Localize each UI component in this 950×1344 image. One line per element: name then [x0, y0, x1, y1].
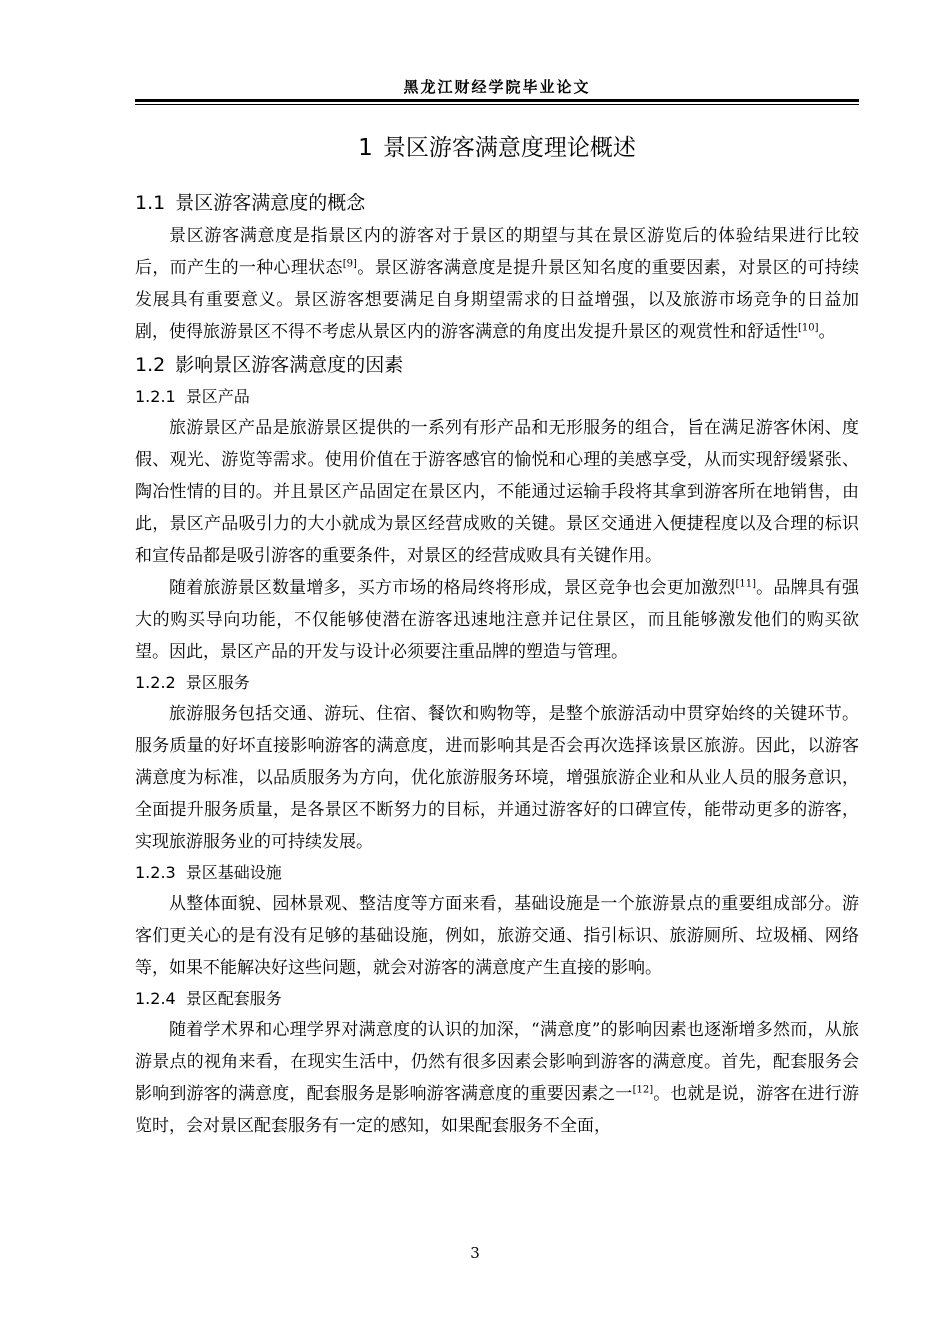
subsection-heading-1-2-1	[135, 382, 859, 412]
citation: [9]	[342, 258, 357, 270]
paragraph: 从整体面貌、园林景观、整洁度等方面来看，基础设施是一个旅游景点的重要组成部分。游客们更关心的是有没有足够的基础设施，例如，旅游交通、指引标识、旅游厕所、垃圾桶、网络等，如果不能解决好这些问题，就会对游客的满意度产生直接的影响。	[135, 894, 859, 978]
paragraph	[135, 1014, 859, 1142]
section-number: 1.2	[135, 354, 166, 376]
section-heading-1-1	[135, 186, 859, 220]
subsection-heading-1-2-2	[135, 668, 859, 698]
running-header: 黑龙江财经学院毕业论文	[403, 78, 591, 96]
subsection-title: 景区配套服务	[185, 989, 282, 1008]
subsection-title: 景区产品	[185, 387, 250, 406]
paragraph	[135, 572, 859, 668]
section-title: 影响景区游客满意度的因素	[175, 354, 404, 376]
paragraph: 旅游景区产品是旅游景区提供的一系列有形产品和无形服务的组合，旨在满足游客休闲、度假、观光、游览等需求。使用价值在于游客感官的愉悦和心理的美感享受，从而实现舒缓紧张、陶冶性情的目的。并且景区产品固定在景区内，不能通过运输手段将其拿到游客所在地销售，由此，景区产品吸引力的大小就成为景区经营成败的关键。景区交通进入便捷程度以及合理的标识和宣传品都是吸引游客的重要条件，对景区的经营成败具有关键作用。	[135, 418, 859, 566]
paragraph	[135, 220, 859, 348]
subsection-title: 景区服务	[185, 673, 250, 692]
paragraph-text: 。景区游客满意度是提升景区知名度的重要因素，对景区的可持续发展具有重要意义。景区游客想要满足自身期望需求的日益增强，以及旅游市场竞争的日益加剧，使得旅游景区不得不考虑从景区内的游客满意的角度出发提升景区的观赏性和舒适性	[135, 258, 860, 342]
citation: [10]	[798, 322, 819, 334]
section-title: 景区游客满意度的概念	[175, 192, 366, 214]
chapter-number: 1	[358, 135, 373, 161]
header-rule-thin	[135, 104, 859, 105]
paragraph-text: 随着旅游景区数量增多，买方市场的格局终将形成，景区竞争也会更加激烈	[169, 578, 736, 598]
subsection-heading-1-2-3	[135, 858, 859, 888]
chapter-title	[135, 128, 859, 168]
paragraph-text: 。也就是说，游客在进行游览时，会对景区配套服务有一定的感知，如果配套服务不全面，	[135, 1084, 860, 1136]
paragraph-text: 景区游客满意度是指景区内的游客对于景区的期望与其在景区游览后的体验结果进行比较后，而产生的一种心理状态	[135, 226, 859, 278]
citation: [12]	[632, 1084, 654, 1096]
paragraph-text: 。品牌具有强大的购买导向功能，不仅能够使潜在游客迅速地注意并记住景区，而且能够激发他们的购买欲望。因此，景区产品的开发与设计必须要注重品牌的塑造与管理。	[135, 578, 860, 662]
section-heading-1-2	[135, 348, 859, 382]
paragraph: 旅游服务包括交通、游玩、住宿、餐饮和购物等，是整个旅游活动中贯穿始终的关键环节。服务质量的好坏直接影响游客的满意度，进而影响其是否会再次选择该景区旅游。因此，以游客满意度为标准，以品质服务为方向，优化旅游服务环境，增强旅游企业和从业人员的服务意识，全面提升服务质量，是各景区不断努力的目标，并通过游客好的口碑宣传，能带动更多的游客，实现旅游服务业的可持续发展。	[135, 704, 859, 852]
subsection-number: 1.2.1	[135, 387, 176, 406]
subsection-number: 1.2.3	[135, 863, 176, 882]
citation: [11]	[735, 578, 757, 590]
paragraph-text: 。	[818, 322, 836, 342]
subsection-number: 1.2.2	[135, 673, 176, 692]
section-number: 1.1	[135, 192, 166, 214]
subsection-title: 景区基础设施	[185, 863, 282, 882]
page-body	[135, 128, 859, 1142]
paragraph-text: 随着学术界和心理学界对满意度的认识的加深，“满意度”的影响因素也逐渐增多然而，从旅游景点的视角来看，在现实生活中，仍然有很多因素会影响到游客的满意度。首先，配套服务会影响到游客的满意度，配套服务是影响游客满意度的重要因素之一	[135, 1020, 859, 1104]
chapter-title-text: 景区游客满意度理论概述	[382, 135, 636, 161]
subsection-heading-1-2-4	[135, 984, 859, 1014]
header-rule-thick	[135, 99, 859, 102]
page-number: 3	[470, 1244, 480, 1262]
subsection-number: 1.2.4	[135, 989, 176, 1008]
